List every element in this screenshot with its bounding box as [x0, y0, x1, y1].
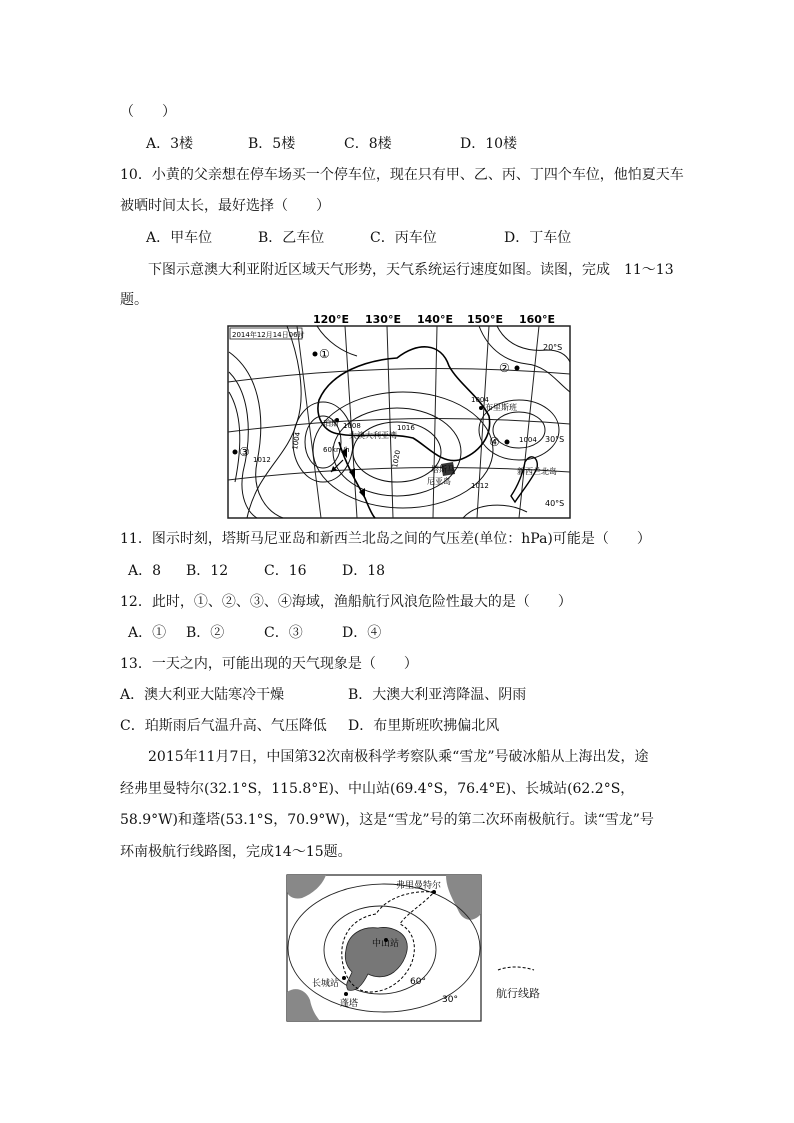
marker-dot-3: [233, 450, 238, 455]
lon-label-140: 140°E: [417, 313, 453, 326]
route-legend-line: [496, 964, 536, 974]
lon-label-130: 130°E: [365, 313, 401, 326]
isobar-value-2: 1004: [519, 436, 537, 444]
marker-3: ③: [239, 445, 250, 459]
lon-label-120: 120°E: [313, 313, 349, 326]
q11-option-a: A．8: [128, 563, 162, 579]
isobar-value-3: 1004: [291, 431, 303, 451]
marker-1: ①: [319, 347, 330, 361]
q10-option-b: B．乙车位: [258, 230, 325, 246]
marker-dot-4: [505, 440, 510, 445]
q9-option-d: D．10楼: [460, 136, 518, 152]
q11-option-d: D．18: [342, 563, 386, 579]
changcheng-dot: [342, 976, 346, 980]
q13-option-b: B．大澳大利亚湾降温、阴雨: [348, 687, 527, 703]
q11-options: [128, 562, 385, 580]
place-brisbane: 布里斯班: [485, 403, 517, 412]
route-map-figure: [286, 874, 482, 1024]
q13-stem: 13．一天之内，可能出现的天气现象是（ ）: [120, 656, 418, 672]
q13-option-d: D．布里斯班吹拂偏北风: [348, 718, 500, 734]
q9-answer-blank: （ ）: [120, 104, 176, 120]
front-speed: 60km/h: [323, 446, 350, 454]
isobar-value-7: 1020: [391, 449, 403, 469]
isobar-value-4: 1008: [343, 422, 361, 430]
isobar-value-5: 1012: [253, 456, 271, 464]
q13-option-a: A．澳大利亚大陆寒冷干燥: [120, 687, 285, 703]
marker-2: ②: [499, 361, 510, 375]
q12-option-a: A．①: [128, 625, 167, 641]
lat-label-20: 20°S: [543, 343, 563, 352]
place-great-australian-bight: 大澳大利亚湾: [349, 431, 397, 440]
isobar-value-1: 1004: [471, 396, 489, 404]
place-tasmania-1: 塔斯马: [431, 465, 455, 474]
marker-dot-2: [515, 366, 520, 371]
q12-option-b: B．②: [186, 625, 225, 641]
q13-options-row1: [120, 686, 526, 704]
label-lat-30: 30°: [442, 995, 458, 1005]
lon-label-160: 160°E: [519, 313, 555, 326]
lat-label-30: 30°S: [545, 435, 565, 444]
q13-option-c: C．珀斯雨后气温升高、气压降低: [120, 718, 327, 734]
marker-dot-1: [313, 352, 318, 357]
q10-options: [146, 229, 571, 247]
marker-4: ④: [489, 435, 500, 449]
q10-stem-line1: 10．小黄的父亲想在停车场买一个停车位，现在只有甲、乙、丙、丁四个车位，他怕夏天车: [120, 167, 684, 183]
q9-option-b: B．5楼: [248, 136, 296, 152]
q10-option-a: A．甲车位: [146, 230, 213, 246]
lon-label-150: 150°E: [467, 313, 503, 326]
punta-dot: [344, 992, 348, 996]
isobar-value-8: 1012: [471, 482, 489, 490]
q9-option-a: A．3楼: [146, 136, 194, 152]
weather-map-figure: [227, 312, 571, 520]
map-date: 2014年12月14日06时: [232, 331, 305, 339]
intro-14-15-line2: 经弗里曼特尔(32.1°S，115.8°E)、中山站(69.4°S，76.4°E)、长城站(62.2°S，: [120, 781, 635, 797]
lat-label-40: 40°S: [545, 499, 565, 508]
q11-stem: 11．图示时刻，塔斯马尼亚岛和新西兰北岛之间的气压差(单位：hPa)可能是（ ）: [120, 531, 651, 547]
label-zhongshan: 中山站: [372, 939, 400, 949]
intro-11-13-line1: 下图示意澳大利亚附近区域天气形势，天气系统运行速度如图。读图，完成 11～13: [148, 262, 674, 278]
q9-options: [146, 135, 517, 153]
q12-option-c: C．③: [264, 625, 303, 641]
brisbane-dot: [479, 406, 483, 410]
q9-option-c: C．8楼: [344, 136, 392, 152]
intro-14-15-line3: 58.9°W)和蓬塔(53.1°S，70.9°W)，这是“雪龙”号的第二次环南极航行。读“雪龙”号: [120, 812, 654, 828]
q13-options-row2: [120, 717, 499, 735]
label-changcheng: 长城站: [312, 979, 340, 989]
q12-stem: 12．此时，①、②、③、④海域，渔船航行风浪危险性最大的是（ ）: [120, 594, 572, 610]
q12-option-d: D．④: [342, 625, 382, 641]
q10-option-c: C．丙车位: [370, 230, 437, 246]
intro-14-15-line4: 环南极航行线路图，完成14～15题。: [120, 844, 352, 860]
q12-options: [128, 624, 381, 642]
q10-option-d: D．丁车位: [504, 230, 572, 246]
place-nz-north: 新西兰北岛: [517, 467, 557, 476]
q11-option-c: C．16: [264, 563, 307, 579]
q10-stem-line2: 被晒时间太长，最好选择（ ）: [120, 198, 330, 214]
label-fremantle: 弗里曼特尔: [396, 881, 442, 891]
label-lat-60: 60°: [410, 977, 426, 987]
route-legend-label: 航行线路: [496, 987, 540, 1000]
place-tasmania-2: 尼亚岛: [427, 477, 451, 486]
intro-14-15-line1: 2015年11月7日，中国第32次南极科学考察队乘“雪龙”号破冰船从上海出发，途: [148, 749, 649, 765]
label-punta: 蓬塔: [340, 999, 359, 1009]
intro-11-13-line2: 题。: [120, 292, 148, 308]
q11-option-b: B．12: [186, 563, 229, 579]
place-perth: 珀斯: [323, 419, 339, 428]
isobar-value-6: 1016: [397, 424, 415, 432]
